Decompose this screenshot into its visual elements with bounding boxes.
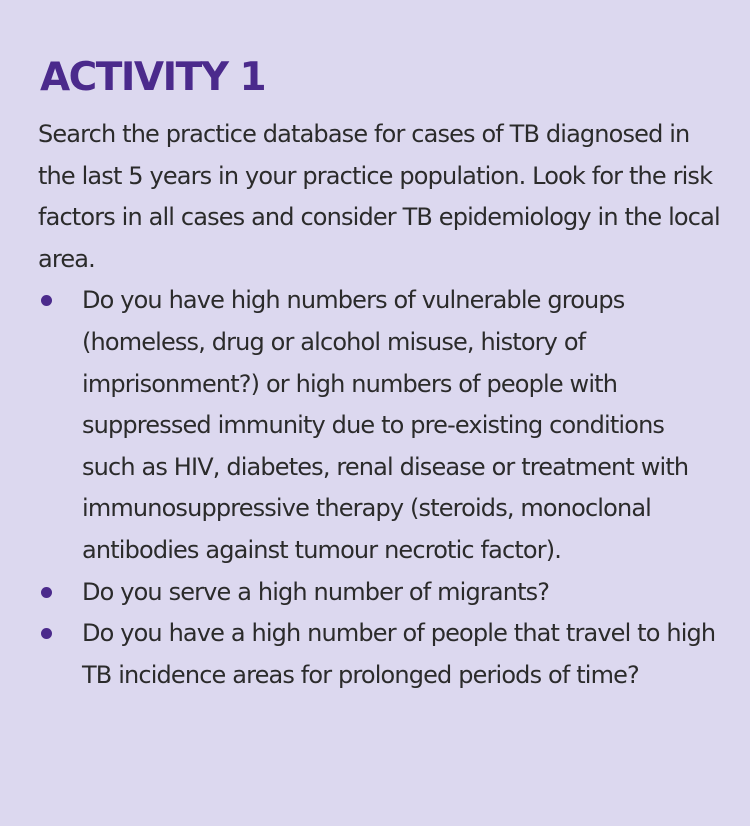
activity-bullet-list bbox=[38, 280, 720, 696]
bullet-text: Do you have a high number of people that travel to high TB incidence areas for prolonged periods of time? bbox=[82, 619, 716, 689]
bullet-dot-icon bbox=[41, 295, 52, 306]
list-item bbox=[38, 280, 722, 571]
list-item bbox=[38, 613, 722, 696]
bullet-dot-icon bbox=[41, 628, 52, 639]
bullet-text: Do you serve a high number of migrants? bbox=[82, 577, 550, 606]
activity-intro: Search the practice database for cases of TB diagnosed in the last 5 years in your practice population. Look for the risk factors in all cases and consider TB epidemiology in the local area. bbox=[38, 120, 720, 273]
bullet-text: Do you have high numbers of vulnerable groups (homeless, drug or alcohol misuse, history of imprisonment?) or high numbers of people with suppressed immunity due to pre-existing conditions such as HIV, diabetes, renal disease or treatment with immunosuppressive therapy (steroids, monoclonal antibodies against tumour necrotic factor). bbox=[82, 286, 689, 564]
bullet-dot-icon bbox=[41, 587, 52, 598]
list-item bbox=[38, 572, 722, 614]
activity-title: ACTIVITY 1 bbox=[40, 55, 266, 100]
